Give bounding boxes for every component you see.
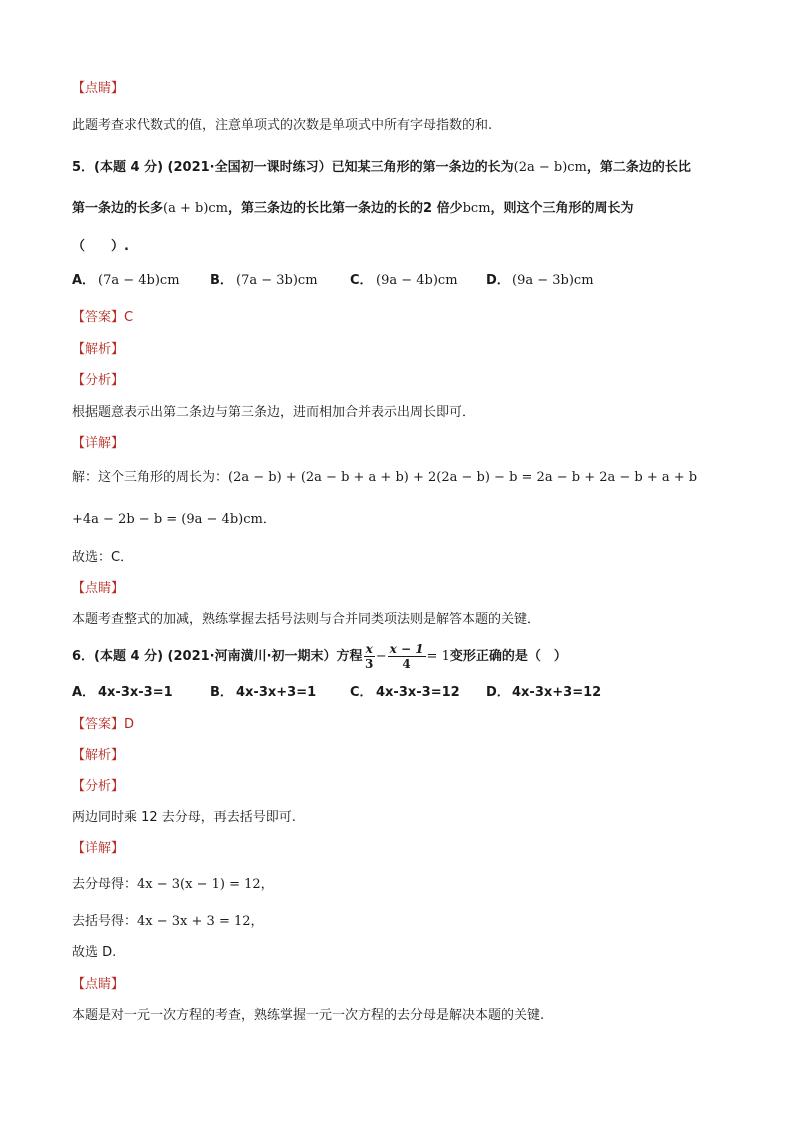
q5-expr1: (2a − b)cm — [513, 160, 587, 175]
q6-fraction-2 — [388, 642, 426, 671]
tag-fenxi-q5: 【分析】 — [72, 373, 125, 388]
tag-dianjing-1: 【点睛】 — [72, 81, 125, 96]
q6-option-a-label: A． — [72, 685, 96, 700]
q6-choice: 故选 D. — [72, 945, 117, 960]
q5-bold2: 2 倍少 — [423, 201, 463, 216]
q5-header — [72, 159, 691, 177]
q6-tail: 变形正确的是（ ） — [449, 649, 567, 664]
q5-detail-line2 — [72, 511, 276, 529]
q5-line2c: ，则这个三角形的周长为 — [490, 201, 634, 216]
tag-jiexi-q6: 【解析】 — [72, 748, 125, 763]
q5-detail-end: ． — [262, 512, 276, 527]
q6-frac1-num: x — [365, 642, 373, 656]
tag-jiexi-q5: 【解析】 — [72, 342, 125, 357]
q5-detail-line1 — [72, 469, 697, 487]
tag-daan-q5: 【答案】 — [72, 310, 125, 325]
q5-detail-expr1: (2a − b) + (2a − b + a + b) + 2(2a − b) − b = 2a − b + 2a − b + a + b — [228, 470, 698, 485]
q6-step1-end: ， — [260, 877, 274, 892]
q6-step1 — [72, 876, 274, 894]
q6-comment: 本题是对一元一次方程的考查，熟练掌握一元一次方程的去分母是解决本题的关键. — [72, 1008, 545, 1023]
q6-step2-end: ， — [250, 914, 264, 929]
q5-option-b-label: B． — [210, 273, 233, 288]
q5-answer: C — [124, 310, 134, 325]
q6-fraction-1 — [364, 642, 375, 671]
q6-step2-label: 去括号得： — [72, 914, 138, 929]
tag-fenxi-q6: 【分析】 — [72, 779, 125, 794]
q5-analysis: 根据题意表示出第二条边与第三条边，进而相加合并表示出周长即可． — [72, 405, 476, 420]
q5-head: 5．(本题 4 分) (2021·全国初一课时练习）已知某三角形的第一条边的长为 — [72, 160, 514, 175]
q6-analysis: 两边同时乘 12 去分母，再去括号即可. — [72, 810, 296, 825]
tag-xiangjie-q5: 【详解】 — [72, 436, 125, 451]
q5-option-d-label: D． — [486, 273, 510, 288]
q6-frac2-den: 4 — [402, 657, 411, 671]
q6-step1-expr: 4x − 3(x − 1) = 12 — [137, 877, 261, 892]
q5-expr2: (a + b)cm — [163, 201, 228, 216]
q5-mid1: ，第二条边的长比 — [586, 160, 691, 175]
q6-frac2-num: x − 1 — [389, 642, 424, 656]
q6-header — [72, 640, 567, 674]
q6-minus: − — [375, 649, 387, 664]
q5-option-c-label: C． — [350, 273, 373, 288]
q6-head: 6．(本题 4 分) (2021·河南潢川·初一期末）方程 — [72, 649, 363, 664]
q5-choice: 故选：C． — [72, 550, 134, 565]
q6-option-d: 4x-3x+3=12 — [512, 685, 602, 700]
q6-step1-label: 去分母得： — [72, 877, 138, 892]
q5-paren: （ ）. — [72, 239, 129, 254]
tag-daan-q6: 【答案】 — [72, 717, 125, 732]
q5-option-a-label: A． — [72, 273, 96, 288]
q6-answer: D — [124, 717, 135, 732]
q6-answer-line — [72, 716, 134, 734]
comment-text-1: 此题考查求代数式的值，注意单项式的次数是单项式中所有字母指数的和. — [72, 118, 493, 133]
q6-step2-expr: 4x − 3x + 3 = 12 — [137, 914, 251, 929]
tag-xiangjie-q6: 【详解】 — [72, 841, 125, 856]
q6-option-a: 4x-3x-3=1 — [98, 685, 173, 700]
q5-option-c: (9a − 4b)cm — [376, 273, 458, 288]
q5-option-b: (7a − 3b)cm — [236, 273, 318, 288]
q5-option-d: (9a − 3b)cm — [512, 273, 594, 288]
q5-detail-prefix: 解：这个三角形的周长为： — [72, 470, 229, 485]
tag-dianjing-q5: 【点睛】 — [72, 581, 125, 596]
q6-option-b-label: B． — [210, 685, 233, 700]
q6-option-b: 4x-3x+3=1 — [236, 685, 317, 700]
q5-comment: 本题考查整式的加减，熟练掌握去括号法则与合并同类项法则是解答本题的关键． — [72, 612, 541, 627]
q6-frac1-den: 3 — [364, 657, 374, 671]
q5-expr3: bcm — [462, 201, 491, 216]
tag-dianjing-q6: 【点睛】 — [72, 977, 125, 992]
q6-eq: = 1 — [426, 649, 450, 664]
q6-step2 — [72, 913, 264, 931]
q6-option-c-label: C． — [350, 685, 373, 700]
q5-line2b: ，第三条边的长比第一条边的长的 — [228, 201, 424, 216]
q6-option-c: 4x-3x-3=12 — [376, 685, 460, 700]
q5-option-a: (7a − 4b)cm — [98, 273, 180, 288]
q5-answer-line — [72, 309, 133, 327]
q5-line2 — [72, 200, 634, 218]
q6-option-d-label: D． — [486, 685, 510, 700]
q5-line2a: 第一条边的长多 — [72, 201, 164, 216]
q5-detail-expr2: +4a − 2b − b = (9a − 4b)cm — [72, 512, 263, 527]
